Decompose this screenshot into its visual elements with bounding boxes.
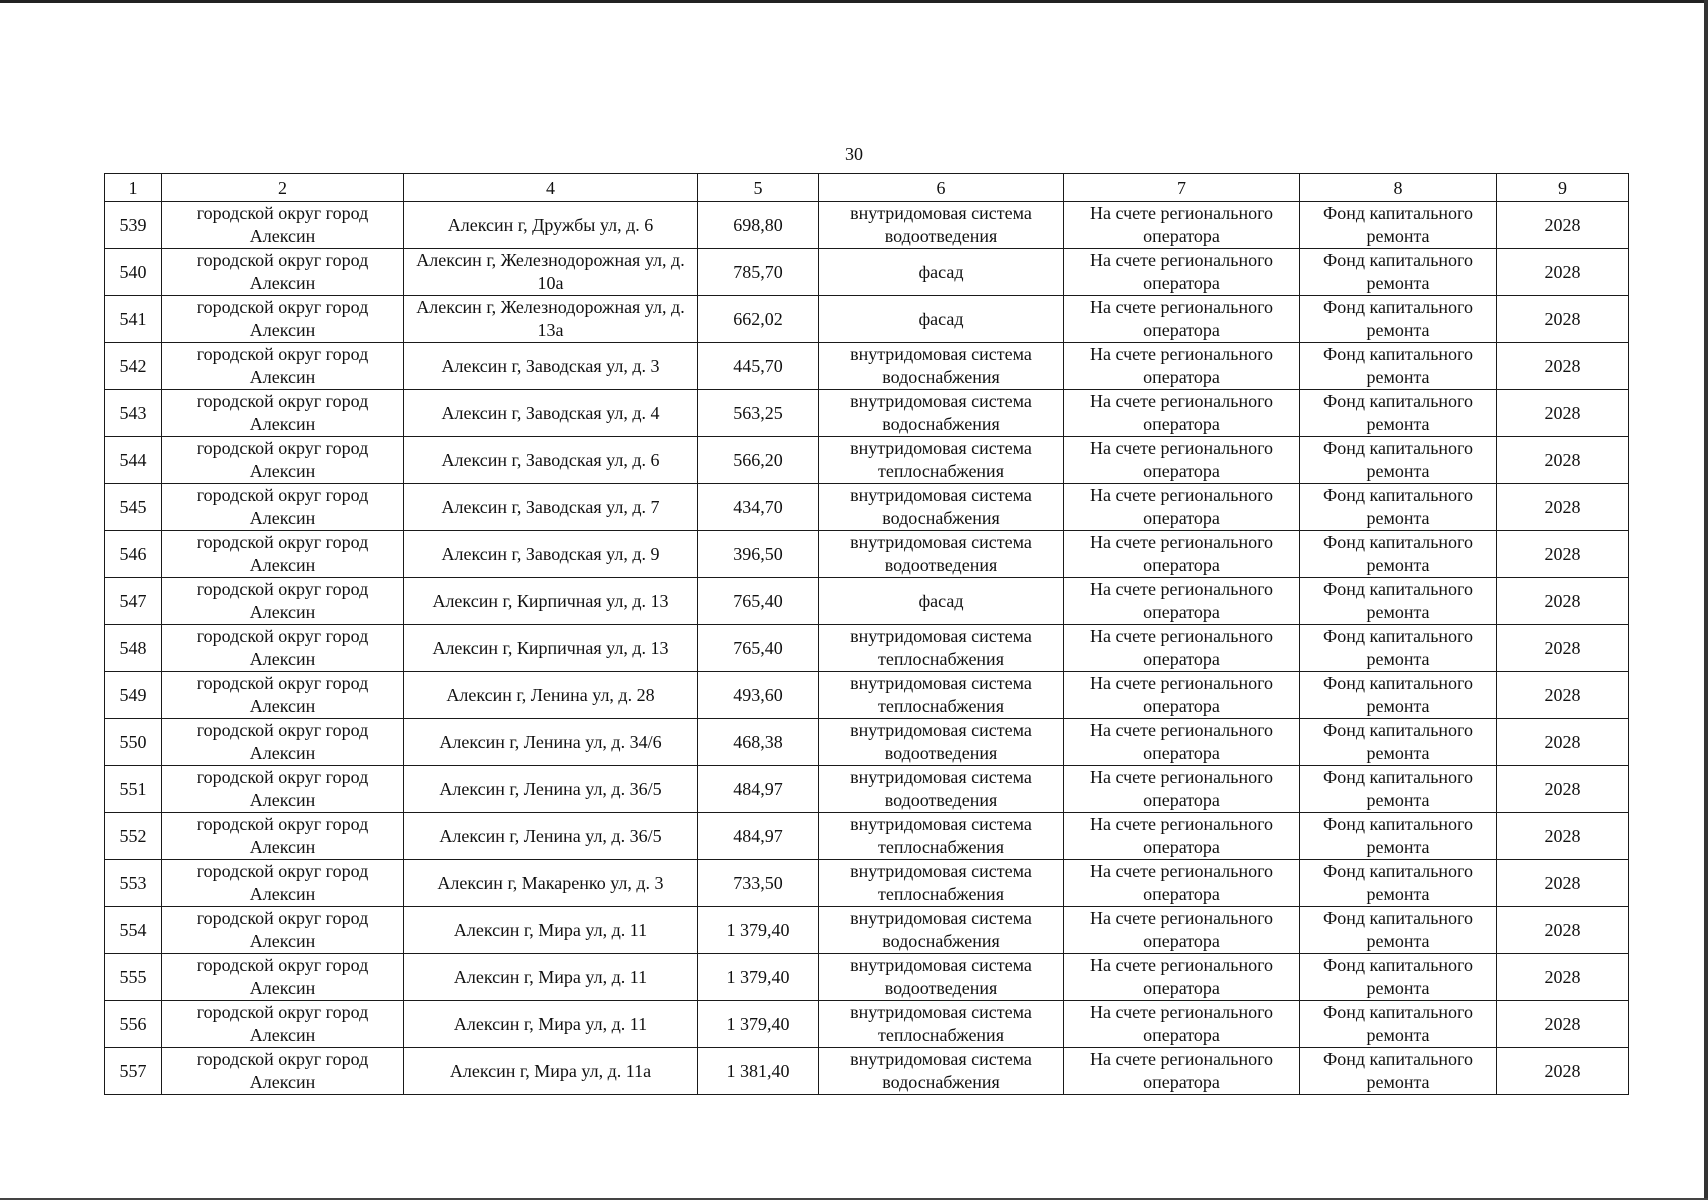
municipality-cell: городской округ город Алексин <box>162 531 404 578</box>
row-number-cell: 556 <box>105 1001 162 1048</box>
work-type-cell: внутридомовая система теплоснабжения <box>819 672 1064 719</box>
work-type-cell: внутридомовая система теплоснабжения <box>819 813 1064 860</box>
row-number-cell: 543 <box>105 390 162 437</box>
table-row <box>105 813 1629 860</box>
work-type-cell: внутридомовая система водоснабжения <box>819 484 1064 531</box>
funding-source-cell: Фонд капитального ремонта <box>1300 625 1497 672</box>
area-cell: 1 379,40 <box>698 907 819 954</box>
address-cell: Алексин г, Железнодорожная ул, д. 10а <box>404 249 698 296</box>
year-cell: 2028 <box>1497 860 1629 907</box>
column-header-5: 5 <box>698 174 819 202</box>
table-row <box>105 860 1629 907</box>
municipality-cell: городской округ город Алексин <box>162 296 404 343</box>
table-row <box>105 1001 1629 1048</box>
table-row <box>105 578 1629 625</box>
funding-source-cell: Фонд капитального ремонта <box>1300 813 1497 860</box>
area-cell: 698,80 <box>698 202 819 249</box>
account-type-cell: На счете регионального оператора <box>1064 1048 1300 1095</box>
account-type-cell: На счете регионального оператора <box>1064 437 1300 484</box>
area-cell: 1 381,40 <box>698 1048 819 1095</box>
address-cell: Алексин г, Заводская ул, д. 7 <box>404 484 698 531</box>
address-cell: Алексин г, Ленина ул, д. 28 <box>404 672 698 719</box>
row-number-cell: 541 <box>105 296 162 343</box>
address-cell: Алексин г, Мира ул, д. 11 <box>404 954 698 1001</box>
area-cell: 733,50 <box>698 860 819 907</box>
area-cell: 484,97 <box>698 813 819 860</box>
funding-source-cell: Фонд капитального ремонта <box>1300 296 1497 343</box>
account-type-cell: На счете регионального оператора <box>1064 1001 1300 1048</box>
year-cell: 2028 <box>1497 249 1629 296</box>
table-row <box>105 343 1629 390</box>
area-cell: 765,40 <box>698 625 819 672</box>
municipality-cell: городской округ город Алексин <box>162 437 404 484</box>
year-cell: 2028 <box>1497 813 1629 860</box>
table-header <box>105 174 1629 202</box>
work-type-cell: внутридомовая система водоснабжения <box>819 1048 1064 1095</box>
account-type-cell: На счете регионального оператора <box>1064 907 1300 954</box>
area-cell: 566,20 <box>698 437 819 484</box>
row-number-cell: 547 <box>105 578 162 625</box>
funding-source-cell: Фонд капитального ремонта <box>1300 578 1497 625</box>
work-type-cell: фасад <box>819 249 1064 296</box>
area-cell: 434,70 <box>698 484 819 531</box>
municipality-cell: городской округ город Алексин <box>162 249 404 296</box>
work-type-cell: внутридомовая система водоотведения <box>819 202 1064 249</box>
year-cell: 2028 <box>1497 719 1629 766</box>
funding-source-cell: Фонд капитального ремонта <box>1300 860 1497 907</box>
scan-edge-right <box>1704 0 1708 1200</box>
row-number-cell: 540 <box>105 249 162 296</box>
scan-edge-top <box>0 0 1708 3</box>
table-row <box>105 390 1629 437</box>
year-cell: 2028 <box>1497 578 1629 625</box>
area-cell: 1 379,40 <box>698 1001 819 1048</box>
row-number-cell: 546 <box>105 531 162 578</box>
work-type-cell: внутридомовая система теплоснабжения <box>819 625 1064 672</box>
header-row <box>105 174 1629 202</box>
row-number-cell: 551 <box>105 766 162 813</box>
address-cell: Алексин г, Кирпичная ул, д. 13 <box>404 625 698 672</box>
capital-repair-table <box>104 173 1629 1095</box>
column-header-8: 8 <box>1300 174 1497 202</box>
address-cell: Алексин г, Заводская ул, д. 3 <box>404 343 698 390</box>
address-cell: Алексин г, Дружбы ул, д. 6 <box>404 202 698 249</box>
account-type-cell: На счете регионального оператора <box>1064 390 1300 437</box>
funding-source-cell: Фонд капитального ремонта <box>1300 766 1497 813</box>
municipality-cell: городской округ город Алексин <box>162 625 404 672</box>
address-cell: Алексин г, Железнодорожная ул, д. 13а <box>404 296 698 343</box>
area-cell: 1 379,40 <box>698 954 819 1001</box>
account-type-cell: На счете регионального оператора <box>1064 860 1300 907</box>
funding-source-cell: Фонд капитального ремонта <box>1300 1001 1497 1048</box>
row-number-cell: 554 <box>105 907 162 954</box>
year-cell: 2028 <box>1497 1001 1629 1048</box>
work-type-cell: внутридомовая система водоотведения <box>819 531 1064 578</box>
address-cell: Алексин г, Мира ул, д. 11 <box>404 907 698 954</box>
page-number: 30 <box>845 144 863 164</box>
column-header-1: 1 <box>105 174 162 202</box>
table-row <box>105 249 1629 296</box>
table-row <box>105 766 1629 813</box>
municipality-cell: городской округ город Алексин <box>162 672 404 719</box>
address-cell: Алексин г, Ленина ул, д. 36/5 <box>404 813 698 860</box>
address-cell: Алексин г, Ленина ул, д. 34/6 <box>404 719 698 766</box>
column-header-7: 7 <box>1064 174 1300 202</box>
row-number-cell: 548 <box>105 625 162 672</box>
row-number-cell: 544 <box>105 437 162 484</box>
area-cell: 445,70 <box>698 343 819 390</box>
work-type-cell: внутридомовая система водоснабжения <box>819 390 1064 437</box>
address-cell: Алексин г, Кирпичная ул, д. 13 <box>404 578 698 625</box>
row-number-cell: 539 <box>105 202 162 249</box>
table-body <box>105 202 1629 1095</box>
municipality-cell: городской округ город Алексин <box>162 719 404 766</box>
table-row <box>105 484 1629 531</box>
account-type-cell: На счете регионального оператора <box>1064 249 1300 296</box>
table-row <box>105 907 1629 954</box>
area-cell: 484,97 <box>698 766 819 813</box>
year-cell: 2028 <box>1497 202 1629 249</box>
funding-source-cell: Фонд капитального ремонта <box>1300 1048 1497 1095</box>
account-type-cell: На счете регионального оператора <box>1064 625 1300 672</box>
table-row <box>105 719 1629 766</box>
year-cell: 2028 <box>1497 625 1629 672</box>
area-cell: 396,50 <box>698 531 819 578</box>
municipality-cell: городской округ город Алексин <box>162 907 404 954</box>
table-row <box>105 296 1629 343</box>
account-type-cell: На счете регионального оператора <box>1064 813 1300 860</box>
column-header-4: 4 <box>404 174 698 202</box>
row-number-cell: 542 <box>105 343 162 390</box>
area-cell: 785,70 <box>698 249 819 296</box>
year-cell: 2028 <box>1497 484 1629 531</box>
row-number-cell: 557 <box>105 1048 162 1095</box>
funding-source-cell: Фонд капитального ремонта <box>1300 202 1497 249</box>
account-type-cell: На счете регионального оператора <box>1064 296 1300 343</box>
address-cell: Алексин г, Заводская ул, д. 6 <box>404 437 698 484</box>
account-type-cell: На счете регионального оператора <box>1064 954 1300 1001</box>
address-cell: Алексин г, Заводская ул, д. 4 <box>404 390 698 437</box>
account-type-cell: На счете регионального оператора <box>1064 484 1300 531</box>
account-type-cell: На счете регионального оператора <box>1064 766 1300 813</box>
funding-source-cell: Фонд капитального ремонта <box>1300 249 1497 296</box>
work-type-cell: внутридомовая система теплоснабжения <box>819 860 1064 907</box>
address-cell: Алексин г, Ленина ул, д. 36/5 <box>404 766 698 813</box>
year-cell: 2028 <box>1497 437 1629 484</box>
year-cell: 2028 <box>1497 343 1629 390</box>
area-cell: 765,40 <box>698 578 819 625</box>
work-type-cell: внутридомовая система теплоснабжения <box>819 1001 1064 1048</box>
municipality-cell: городской округ город Алексин <box>162 860 404 907</box>
municipality-cell: городской округ город Алексин <box>162 813 404 860</box>
municipality-cell: городской округ город Алексин <box>162 578 404 625</box>
table-row <box>105 437 1629 484</box>
funding-source-cell: Фонд капитального ремонта <box>1300 531 1497 578</box>
work-type-cell: фасад <box>819 296 1064 343</box>
funding-source-cell: Фонд капитального ремонта <box>1300 719 1497 766</box>
municipality-cell: городской округ город Алексин <box>162 343 404 390</box>
account-type-cell: На счете регионального оператора <box>1064 719 1300 766</box>
funding-source-cell: Фонд капитального ремонта <box>1300 954 1497 1001</box>
address-cell: Алексин г, Мира ул, д. 11 <box>404 1001 698 1048</box>
table-row <box>105 954 1629 1001</box>
area-cell: 662,02 <box>698 296 819 343</box>
table-row <box>105 625 1629 672</box>
account-type-cell: На счете регионального оператора <box>1064 672 1300 719</box>
funding-source-cell: Фонд капитального ремонта <box>1300 484 1497 531</box>
year-cell: 2028 <box>1497 296 1629 343</box>
year-cell: 2028 <box>1497 954 1629 1001</box>
row-number-cell: 549 <box>105 672 162 719</box>
work-type-cell: внутридомовая система водоснабжения <box>819 343 1064 390</box>
area-cell: 493,60 <box>698 672 819 719</box>
column-header-2: 2 <box>162 174 404 202</box>
work-type-cell: внутридомовая система водоотведения <box>819 766 1064 813</box>
column-header-9: 9 <box>1497 174 1629 202</box>
account-type-cell: На счете регионального оператора <box>1064 578 1300 625</box>
municipality-cell: городской округ город Алексин <box>162 484 404 531</box>
funding-source-cell: Фонд капитального ремонта <box>1300 390 1497 437</box>
account-type-cell: На счете регионального оператора <box>1064 343 1300 390</box>
row-number-cell: 552 <box>105 813 162 860</box>
row-number-cell: 555 <box>105 954 162 1001</box>
work-type-cell: внутридомовая система водоотведения <box>819 954 1064 1001</box>
account-type-cell: На счете регионального оператора <box>1064 531 1300 578</box>
row-number-cell: 550 <box>105 719 162 766</box>
year-cell: 2028 <box>1497 672 1629 719</box>
work-type-cell: внутридомовая система водоотведения <box>819 719 1064 766</box>
table-row <box>105 202 1629 249</box>
row-number-cell: 553 <box>105 860 162 907</box>
area-cell: 563,25 <box>698 390 819 437</box>
year-cell: 2028 <box>1497 1048 1629 1095</box>
table-row <box>105 672 1629 719</box>
account-type-cell: На счете регионального оператора <box>1064 202 1300 249</box>
municipality-cell: городской округ город Алексин <box>162 766 404 813</box>
work-type-cell: внутридомовая система водоснабжения <box>819 907 1064 954</box>
municipality-cell: городской округ город Алексин <box>162 1001 404 1048</box>
funding-source-cell: Фонд капитального ремонта <box>1300 907 1497 954</box>
year-cell: 2028 <box>1497 390 1629 437</box>
work-type-cell: фасад <box>819 578 1064 625</box>
column-header-6: 6 <box>819 174 1064 202</box>
municipality-cell: городской округ город Алексин <box>162 390 404 437</box>
table-row <box>105 1048 1629 1095</box>
municipality-cell: городской округ город Алексин <box>162 954 404 1001</box>
work-type-cell: внутридомовая система теплоснабжения <box>819 437 1064 484</box>
address-cell: Алексин г, Макаренко ул, д. 3 <box>404 860 698 907</box>
municipality-cell: городской округ город Алексин <box>162 1048 404 1095</box>
year-cell: 2028 <box>1497 907 1629 954</box>
table-row <box>105 531 1629 578</box>
row-number-cell: 545 <box>105 484 162 531</box>
funding-source-cell: Фонд капитального ремонта <box>1300 437 1497 484</box>
municipality-cell: городской округ город Алексин <box>162 202 404 249</box>
year-cell: 2028 <box>1497 531 1629 578</box>
address-cell: Алексин г, Мира ул, д. 11а <box>404 1048 698 1095</box>
funding-source-cell: Фонд капитального ремонта <box>1300 672 1497 719</box>
area-cell: 468,38 <box>698 719 819 766</box>
address-cell: Алексин г, Заводская ул, д. 9 <box>404 531 698 578</box>
funding-source-cell: Фонд капитального ремонта <box>1300 343 1497 390</box>
year-cell: 2028 <box>1497 766 1629 813</box>
